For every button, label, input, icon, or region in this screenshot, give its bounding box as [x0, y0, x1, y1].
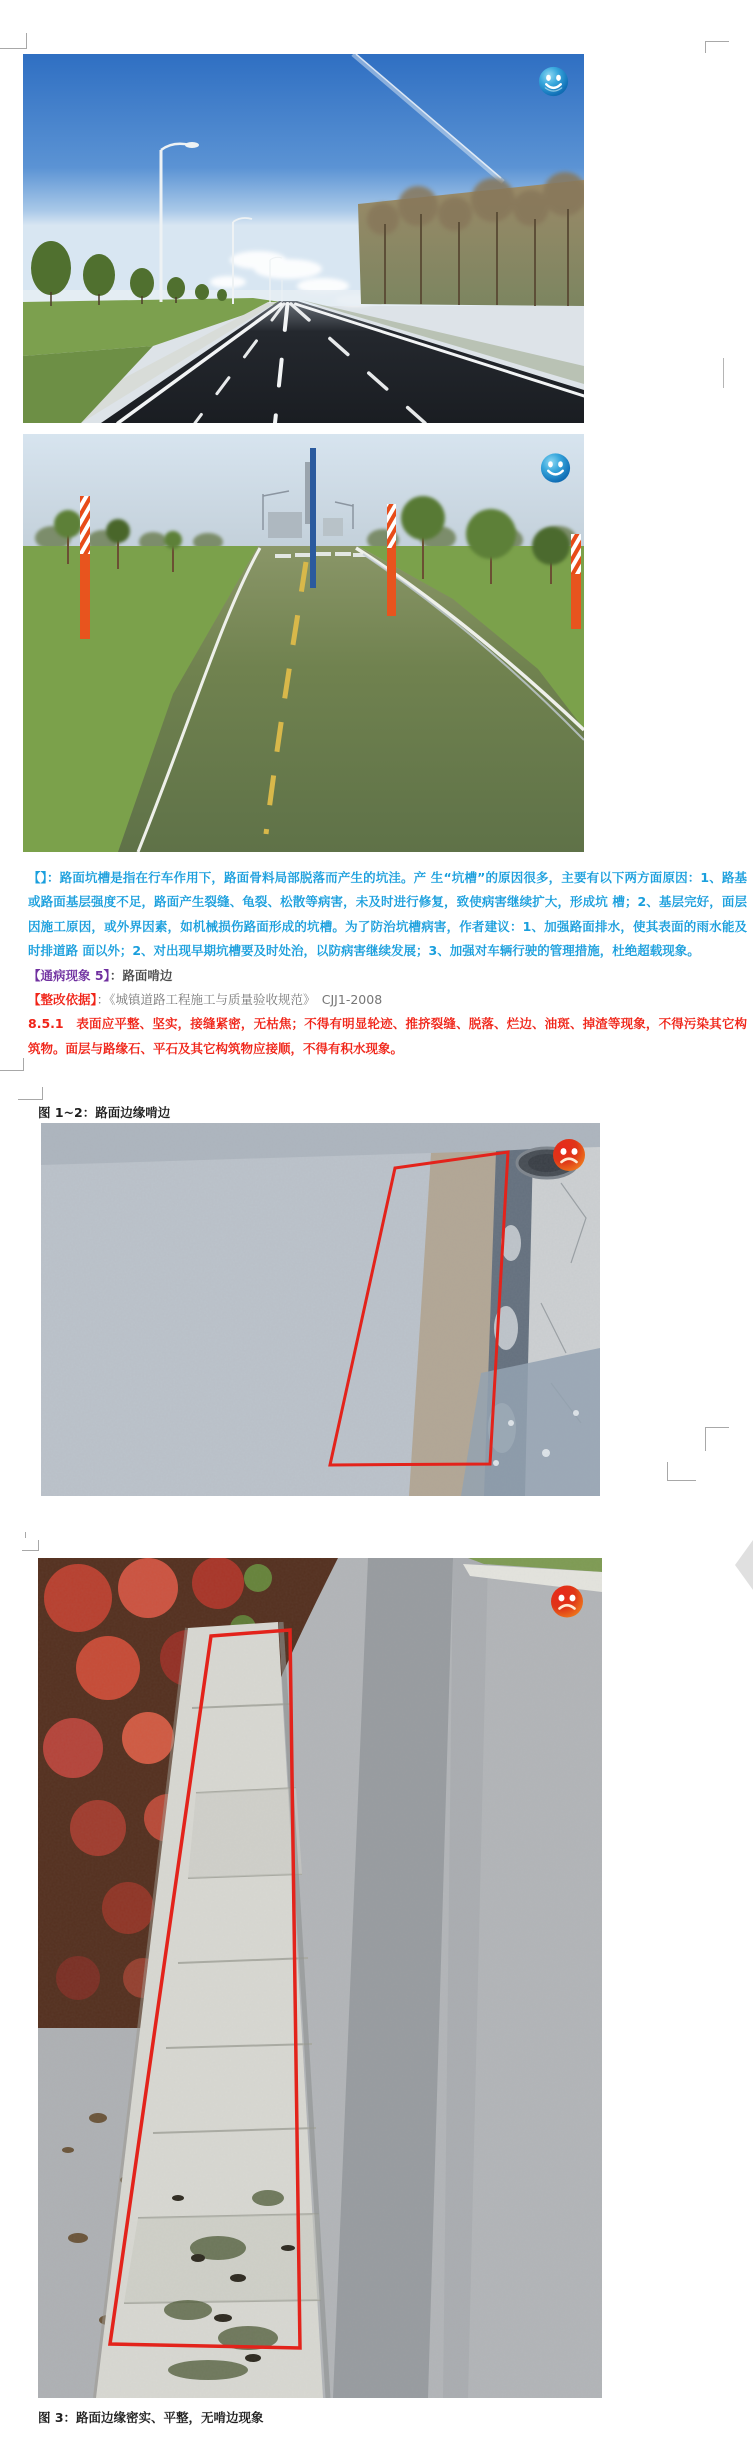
defect-tag: 【通病现象 5】 [28, 967, 110, 983]
basis-reference: ：《城镇道路工程施工与质量验收规范》 CJJ1-2008 [96, 992, 383, 1008]
photo-new-asphalt-road [23, 54, 584, 423]
page-curl-artifact [735, 1540, 753, 1590]
blue-smiley-icon [540, 452, 571, 484]
defect-name: ：路面啃边 [109, 967, 173, 983]
page-corner-mark [22, 1540, 39, 1551]
spec-clause: 8.5.1 表面应平整、坚实，接缝紧密，无枯焦；不得有明显轮迹、推挤裂缝、脱落、烂边、油斑、掉渣等现象，不得污染其它构筑物。面层与路缘石、平石及其它构筑物应接顺，不得有积水现象。 [28, 1016, 747, 1056]
pothole-paragraph: 【】：路面坑槽是指在行车作用下，路面骨料局部脱落而产生的坑洼。产 生“坑槽”的原因很多，主要有以下两方面原因：1、路基或路面基层强度不足，路面产生裂缝、龟裂、松散等病害，未及时进行修复，致使病害继续扩大，形成坑 槽；2、基层完好，面层因施工原因，或外界因素，如机械损伤路面形成的坑槽。为了防治坑槽病害，作者建议：1、加强路面排水，使其表面的雨水能及时排道路 面以外；2、对出现早期坑槽要及时处治，以防病害继续发展；3、加强对车辆行驶的管理措施，杜绝超载现象。 [28, 870, 747, 959]
blue-smiley-icon [538, 65, 569, 98]
body-text [28, 866, 747, 1061]
road-photo-illustration [23, 54, 584, 423]
photo-road-edge-curb-closeup [38, 1558, 602, 2398]
red-sad-face-icon [552, 1138, 586, 1172]
curb-photo-illustration [41, 1123, 600, 1496]
figure-1-2-caption: 图 1~2：路面边缘啃边 [38, 1105, 171, 1120]
figure-3-caption: 图 3：路面边缘密实、平整，无啃边现象 [38, 2410, 264, 2425]
page-corner-mark [705, 41, 729, 53]
photo-curb-edge-spalling [41, 1123, 600, 1496]
table-gridline-mark [0, 1058, 24, 1071]
table-gridline-mark [18, 1087, 43, 1100]
margin-tick-mark [25, 1532, 26, 1538]
basis-line [28, 988, 747, 1012]
page-corner-mark [0, 33, 27, 49]
basis-tag: 【整改依据】 [28, 992, 97, 1008]
red-sad-face-icon [550, 1583, 584, 1620]
road-photo-illustration [23, 434, 584, 852]
page-corner-mark [667, 1462, 696, 1481]
photo-green-lane-road [23, 434, 584, 852]
page-corner-mark [705, 1427, 729, 1451]
defect-line [28, 964, 747, 988]
margin-tick-mark [723, 358, 724, 388]
road-edge-photo-illustration [38, 1558, 602, 2398]
